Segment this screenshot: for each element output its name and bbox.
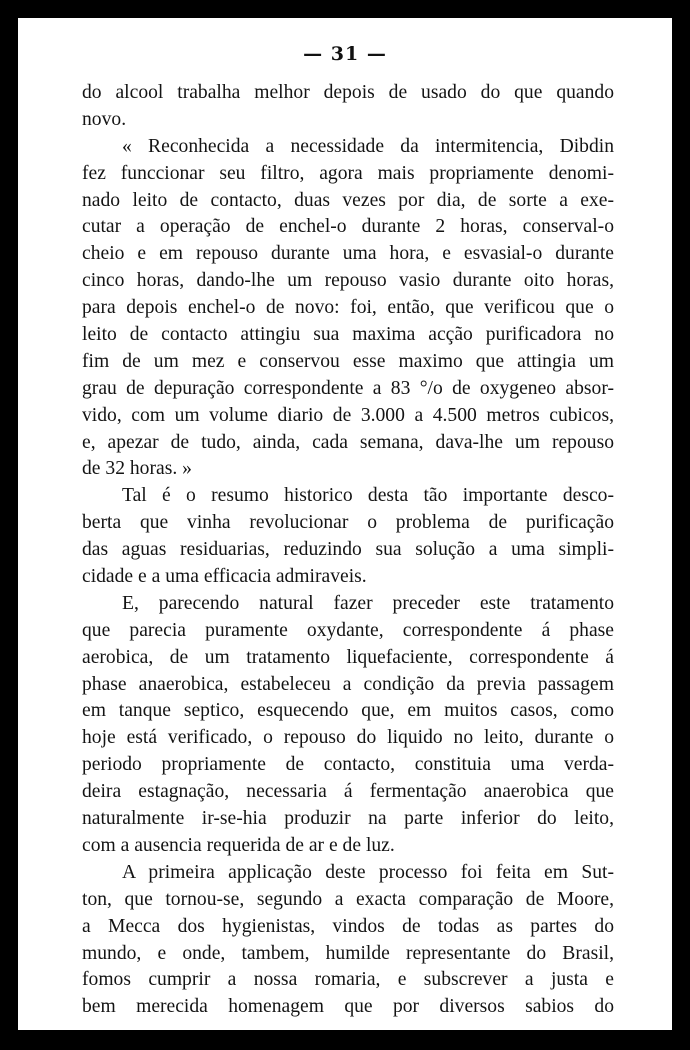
- text-line: nado leito de contacto, duas vezes por dia, de sorte a exe-: [82, 189, 614, 211]
- text-line: periodo propriamente de contacto, constituia uma verda-: [82, 754, 614, 776]
- text-line: naturalmente ir-se-hia produzir na parte inferior do leito,: [82, 808, 614, 830]
- text-line: bem merecida homenagem que por diversos sabios do: [82, 996, 614, 1018]
- text-line: deira estagnação, necessaria á fermentação anaerobica que: [82, 781, 614, 803]
- text-line: cinco horas, dando-lhe um repouso vasio durante oito horas,: [82, 270, 614, 292]
- text-line: ton, que tornou-se, segundo a exacta comparação de Moore,: [82, 888, 614, 910]
- text-line: fez funccionar seu filtro, agora mais propriamente denomi-: [82, 162, 614, 184]
- text-line: de 32 horas. »: [82, 458, 192, 480]
- text-line: fomos cumprir a nossa romaria, e subscrever a justa e: [82, 969, 614, 991]
- text-line: cutar a operação de enchel-o durante 2 horas, conserval-o: [82, 216, 614, 238]
- text-line: a Mecca dos hygienistas, vindos de todas as partes do: [82, 915, 614, 937]
- text-line: para depois enchel-o de novo: foi, então, que verificou que o: [82, 297, 614, 319]
- page-number: — 31 —: [303, 43, 387, 65]
- text-line: em tanque septico, esquecendo que, em muitos casos, como: [82, 700, 614, 722]
- text-line: das aguas residuarias, reduzindo sua solução a uma simpli-: [82, 539, 614, 561]
- text-line: leito de contacto attingiu sua maxima acção purificadora no: [82, 324, 614, 346]
- text-line: com a ausencia requerida de ar e de luz.: [82, 834, 395, 856]
- body-text: [82, 80, 614, 1021]
- text-line: cidade e a uma efficacia admiraveis.: [82, 566, 367, 588]
- text-line: phase anaerobica, estabeleceu a condição da previa passagem: [82, 673, 614, 695]
- text-line: novo.: [82, 108, 127, 130]
- text-line: que parecia puramente oxydante, correspondente á phase: [82, 619, 614, 641]
- text-line: A primeira applicação deste processo foi feita em Sut-: [122, 861, 614, 883]
- book-page: [18, 18, 672, 1030]
- text-line: E, parecendo natural fazer preceder este tratamento: [122, 592, 614, 614]
- text-line: grau de depuração correspondente a 83 °/o de oxygeneo absor-: [82, 377, 614, 399]
- text-line: vido, com um volume diario de 3.000 a 4.500 metros cubicos,: [82, 404, 614, 426]
- text-line: Tal é o resumo historico desta tão importante desco-: [122, 485, 614, 507]
- text-line: e, apezar de tudo, ainda, cada semana, dava-lhe um repouso: [82, 431, 614, 453]
- text-line: mundo, e onde, tambem, humilde representante do Brasil,: [82, 942, 614, 964]
- text-line: cheio e em repouso durante uma hora, e esvasial-o durante: [82, 243, 614, 265]
- text-line: hoje está verificado, o repouso do liquido no leito, durante o: [82, 727, 614, 749]
- text-line: do alcool trabalha melhor depois de usado do que quando: [82, 82, 614, 103]
- text-line: berta que vinha revolucionar o problema de purificação: [82, 512, 614, 534]
- text-line: aerobica, de um tratamento liquefaciente, correspondente á: [82, 646, 614, 668]
- text-line: fim de um mez e conservou esse maximo que attingia um: [82, 350, 614, 372]
- text-line: « Reconhecida a necessidade da intermitencia, Dibdin: [122, 135, 614, 157]
